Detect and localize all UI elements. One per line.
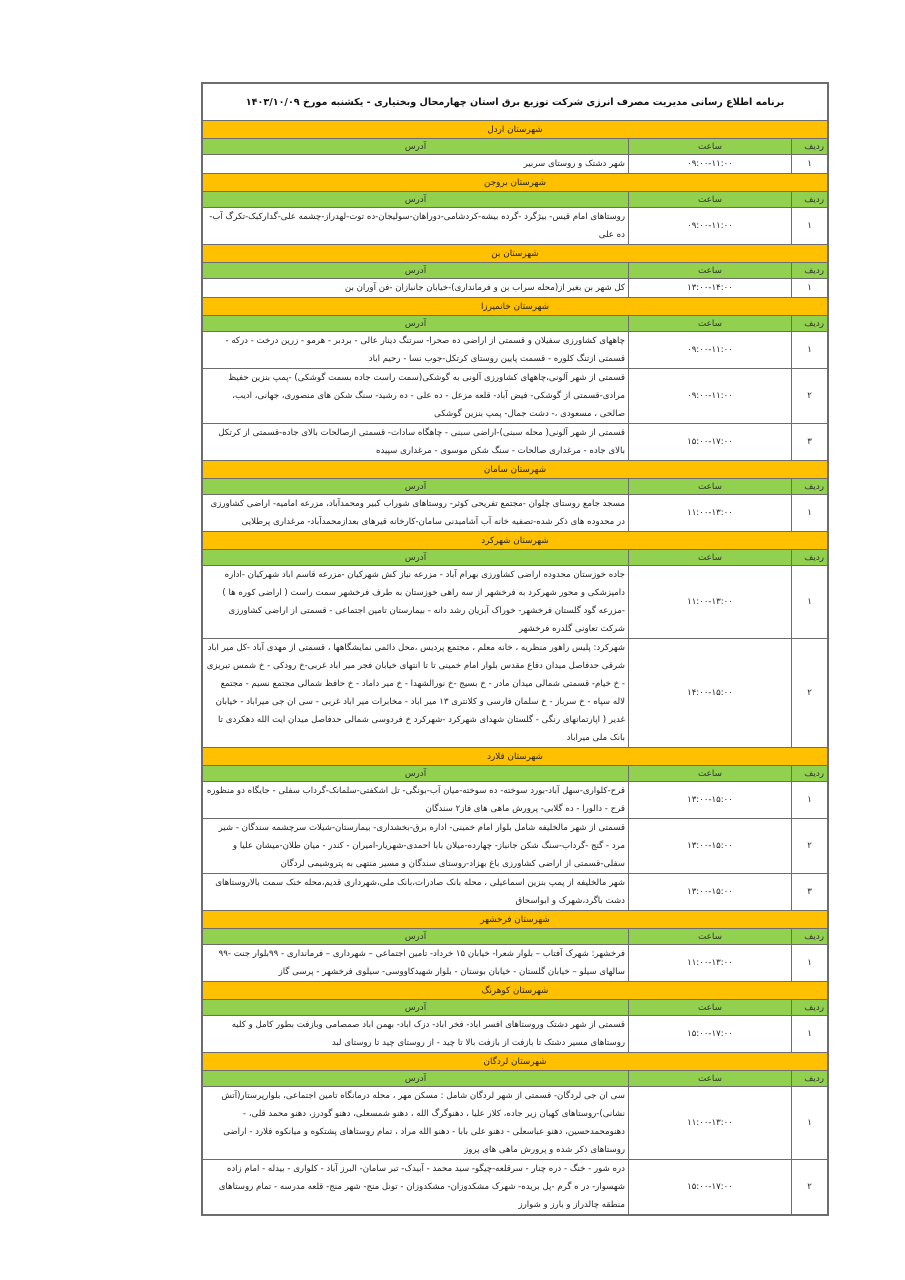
header-index: ردیف [792, 550, 828, 566]
header-time: ساعت [629, 479, 792, 495]
county-row [203, 245, 828, 263]
row-address: قرح-کلواری-سهل آباد-بورد سوخته- ده سوخته-میان آب-بونگی- تل اشکفتی-سلمانک-گرداب سفلی - جایگاه دو منظوره قرح - دالورا - ده گلابی- پرورش ماهی های فاز۲ سندگان [203, 782, 629, 819]
row-index: ۱ [792, 208, 828, 245]
column-header-row [203, 1000, 828, 1016]
row-address: فرخشهر: شهرک آفتاب – بلوار شعرا- خیابان ۱۵ خرداد- تامین اجتماعی – شهرداری – فرمانداری - ۹۹بلوار جنت -۹۹ سالهای سیلو – خیابان گلستان - خیابان بوستان - بلوار شهیدکاووسی- سیلوی فرخشهر - پرسی گاز [203, 945, 629, 982]
row-index: ۱ [792, 332, 828, 369]
header-time: ساعت [629, 1000, 792, 1016]
header-time: ساعت [629, 192, 792, 208]
table-row [203, 495, 828, 532]
row-index: ۳ [792, 874, 828, 911]
county-row [203, 982, 828, 1000]
header-index: ردیف [792, 766, 828, 782]
header-index: ردیف [792, 1000, 828, 1016]
row-time [629, 332, 792, 369]
row-time-value: ۰۹:۰۰-۱۱:۰۰ [687, 159, 733, 169]
row-time [629, 424, 792, 461]
row-address: مسجد جامع روستای چلوان -مجتمع تفریحی کوثر- روستاهای شوراب کبیر ومحمدآباد، مزرعه امامیه- اراضی کشاورزی در محدوده های ذکر شده-تصفیه خانه آب آشامیدنی سامان-کارخانه قیرهای بعدازمحمدآباد- مرغداری پرطلایی [203, 495, 629, 532]
row-time [629, 279, 792, 298]
row-time-value: ۱۱:۰۰-۱۳:۰۰ [687, 508, 733, 518]
header-index: ردیف [792, 1071, 828, 1087]
header-address: آدرس [203, 316, 629, 332]
row-time-value: ۱۵:۰۰-۱۷:۰۰ [687, 1029, 733, 1039]
row-time-value: ۱۳:۰۰-۱۵:۰۰ [687, 841, 733, 851]
county-name: شهرستان لردگان [203, 1053, 828, 1071]
row-index: ۱ [792, 782, 828, 819]
row-time-value: ۱۵:۰۰-۱۷:۰۰ [687, 437, 733, 447]
table-row [203, 566, 828, 639]
header-time: ساعت [629, 550, 792, 566]
county-name: شهرستان بن [203, 245, 828, 263]
row-index: ۲ [792, 369, 828, 424]
table-row [203, 208, 828, 245]
row-time-value: ۱۳:۰۰-۱۴:۰۰ [687, 283, 733, 293]
row-address: سی ان جی لردگان- قسمتی از شهر لردگان شامل : مسکن مهر ، محله درمانگاه تامین اجتماعی، بلوارپرستار(آتش نشانی)-روستاهای کهیان زیر جاده، کلار علیا ، دهنوگرگ الله ، دهنو شمسعلی، دهنو گودرز، دهنو محمد قلی، - دهنومحمدحسین، دهنو عباسعلی - دهنو علی بابا - دهنو الله مراد ، تمام روستاهای پشتکوه و میانکوه فلارد - اراضی روستاهای ذکر شده و پرورش ماهی های پروز [203, 1087, 629, 1160]
table-row [203, 1016, 828, 1053]
row-address: جاده خوزستان محدوده اراضی کشاورزی بهرام آباد - مزرعه نیاز کش شهرکیان -مزرعه قاسم اباد شهرکیان -اداره دامپزشکی و محور شهرکرد به فرخشهر از سه راهی خوزستان به طرف فرخشهر سمت راست ( اراضی کوره ها ) -مزرعه گود گلستان فرخشهر- خوراک آبزیان رشد دانه - بیمارستان تامین اجتماعی - قسمتی از اراضی کشاورزی شرکت تعاونی گلدره فرخشهر [203, 566, 629, 639]
table-row [203, 782, 828, 819]
county-name: شهرستان بروجن [203, 174, 828, 192]
row-time-value: ۱۳:۰۰-۱۵:۰۰ [687, 887, 733, 897]
row-address: چاههای کشاورزی سفیلان و قسمتی از اراضی ده صحرا- سرتنگ دینار عالی - بردبر - هرمو - زرین درخت - درکه - قسمتی ازتنگ کلوره - قسمت پایین روستای کرتکل-جوب نسا - رحیم اباد [203, 332, 629, 369]
county-name: شهرستان سامان [203, 461, 828, 479]
column-header-row [203, 766, 828, 782]
header-address: آدرس [203, 929, 629, 945]
row-address: قسمتی از شهر آلونی،چاههای کشاورزی آلونی به گوشکی(سمت راست جاده بسمت گوشکی) -پمپ بنزین حفیظ مرادی-قسمتی از گوشکی- فیض آباد- قلعه مزعل - ده علی - ده رشید- سنگ شکن های منصوری، جهانی، ادیب، صالحی ، مسعودی ،- دشت جمال- پمپ بنزین گوشکی [203, 369, 629, 424]
header-address: آدرس [203, 479, 629, 495]
row-time-value: ۰۹:۰۰-۱۱:۰۰ [687, 221, 733, 231]
row-time [629, 566, 792, 639]
table-row [203, 639, 828, 748]
title-row [203, 84, 828, 121]
county-row [203, 748, 828, 766]
row-time [629, 1087, 792, 1160]
row-time-value: ۱۵:۰۰-۱۷:۰۰ [687, 1182, 733, 1192]
row-time [629, 945, 792, 982]
row-time [629, 155, 792, 174]
row-time [629, 495, 792, 532]
header-index: ردیف [792, 139, 828, 155]
table-row [203, 332, 828, 369]
row-address: قسمتی از شهر مالخلیفه شامل بلوار امام خمینی- اداره برق-بخشداری- بیمارستان-شیلات سرچشمه سندگان - شیر مرد - گنج -گرداب-سنگ شکن جانباز- چهارده-میلان بابا احمدی-شهریار-امیران - کندر - میان طلان-میشان علیا و سفلی-قسمتی از اراضی کشاورزی باغ بهزاد-روستای سندگان و مسیر منتهی به پتروشیمی لردگان [203, 819, 629, 874]
row-address: قسمتی از شهر دشتک وروستاهای افسر اباد- فخر اباد- دزک اباد- بهمن اباد صمصامی وبازفت بطور کامل و کلیه روستاهای مسیر دشتک تا بازفت از بازفت بالا تا چید - از روستای چید تا روستای لبد [203, 1016, 629, 1053]
header-index: ردیف [792, 263, 828, 279]
table-row [203, 369, 828, 424]
row-time-value: ۱۱:۰۰-۱۳:۰۰ [687, 1118, 733, 1128]
row-index: ۱ [792, 155, 828, 174]
schedule-sheet [201, 82, 829, 1216]
row-time-value: ۱۴:۰۰-۱۵:۰۰ [687, 688, 733, 698]
row-index: ۱ [792, 566, 828, 639]
row-time [629, 1160, 792, 1215]
county-row [203, 532, 828, 550]
county-name: شهرستان اردل [203, 121, 828, 139]
county-row [203, 174, 828, 192]
header-address: آدرس [203, 1071, 629, 1087]
row-time-value: ۰۹:۰۰-۱۱:۰۰ [687, 345, 733, 355]
county-row [203, 461, 828, 479]
row-index: ۲ [792, 819, 828, 874]
row-address: کل شهر بن بغیر از(محله سراب بن و فرمانداری)-خیابان جانبازان -فن آوران بن [203, 279, 629, 298]
table-row [203, 874, 828, 911]
header-time: ساعت [629, 263, 792, 279]
row-index: ۱ [792, 495, 828, 532]
outage-schedule-table [202, 83, 828, 1215]
header-index: ردیف [792, 316, 828, 332]
row-time [629, 208, 792, 245]
county-row [203, 911, 828, 929]
row-time [629, 782, 792, 819]
header-address: آدرس [203, 139, 629, 155]
row-index: ۱ [792, 945, 828, 982]
row-index: ۱ [792, 1016, 828, 1053]
column-header-row [203, 192, 828, 208]
column-header-row [203, 263, 828, 279]
page-title: برنامه اطلاع رسانی مدیریت مصرف انرژی شرکت توزیع برق استان چهارمحال وبختیاری - یکشنبه مورخ ۱۴۰۳/۱۰/۰۹ [203, 84, 828, 121]
row-index: ۱ [792, 279, 828, 298]
header-address: آدرس [203, 550, 629, 566]
row-time [629, 1016, 792, 1053]
table-row [203, 1087, 828, 1160]
header-address: آدرس [203, 766, 629, 782]
table-row [203, 155, 828, 174]
header-index: ردیف [792, 192, 828, 208]
row-time [629, 819, 792, 874]
row-index: ۲ [792, 639, 828, 748]
row-time-value: ۰۹:۰۰-۱۱:۰۰ [687, 391, 733, 401]
row-address: شهرکرد: پلیس راهور منظریه ، خانه معلم ، مجتمع پردیس ،محل دائمی نمایشگاهها ، قسمتی از مهدی آباد -کل میر اباد شرقی حدفاصل میدان دفاع مقدس بلوار امام خمینی تا تا انتهای خیابان فجر میر اباد غربی-خ رودکی - خ شمس تبریزی - خ خیام- قسمتی شمالی میدان مادر - خ بسیج -خ نورالشهدا - خ میر داماد - خ حافظ شمالی مجتمع نسیم - مجتمع لاله سپاه - خ سرباز - خ سلمان فارسی و کلانتری ۱۳ میر اباد - مخابرات میر اباد غربی - سی ان جی میراباد - خیابان غدیر ( اپارتمانهای رنگی - گلستان شهدای شهرکرد -شهرکرد خ فردوسی شمالی حدفاصل میدان ایت الله دهکردی تا بانک ملی میراباد [203, 639, 629, 748]
row-index: ۲ [792, 1160, 828, 1215]
county-name: شهرستان فلارد [203, 748, 828, 766]
row-index: ۳ [792, 424, 828, 461]
county-row [203, 298, 828, 316]
row-time [629, 874, 792, 911]
county-row [203, 121, 828, 139]
row-address: دره شور - خنگ - دره چنار - سرقلعه-چیگو- سید محمد - آبیدک- تبر سامان- البرز آباد - کلواری - بیدله - امام زاده شهسوار- در ه گرم -پل بریده- شهرک مشکدوزان- مشکدوزان - تونل منج- شهر منج- قلعه مدرسه - تمام روستاهای منطقه چالدراز و بارز و شوارز [203, 1160, 629, 1215]
header-time: ساعت [629, 766, 792, 782]
row-time-value: ۱۱:۰۰-۱۳:۰۰ [687, 958, 733, 968]
header-address: آدرس [203, 263, 629, 279]
row-address: روستاهای امام قیس- بیژگرد -گرده بیشه-کردشامی-دوراهان-سولیجان-ده توت-لهدراز-چشمه علی-گدارکبک-تکرگ آب-ده علی [203, 208, 629, 245]
row-index: ۱ [792, 1087, 828, 1160]
header-index: ردیف [792, 479, 828, 495]
county-name: شهرستان فرخشهر [203, 911, 828, 929]
header-time: ساعت [629, 929, 792, 945]
row-address: قسمتی از شهر آلونی( محله سبنی)-اراضی سبنی - چاهگاه سادات- قسمتی ازصالحات بالای جاده-قسمتی از کرتکل بالای جاده - مرغداری صالحات - سنگ شکن موسوی - مرغداری سپیده [203, 424, 629, 461]
row-time [629, 639, 792, 748]
table-row [203, 279, 828, 298]
county-name: شهرستان خانمیرزا [203, 298, 828, 316]
table-row [203, 424, 828, 461]
table-row [203, 1160, 828, 1215]
header-address: آدرس [203, 192, 629, 208]
row-time-value: ۱۱:۰۰-۱۳:۰۰ [687, 597, 733, 607]
table-row [203, 945, 828, 982]
header-index: ردیف [792, 929, 828, 945]
header-time: ساعت [629, 316, 792, 332]
county-name: شهرستان کوهرنگ [203, 982, 828, 1000]
row-time [629, 369, 792, 424]
county-name: شهرستان شهرکرد [203, 532, 828, 550]
column-header-row [203, 929, 828, 945]
table-row [203, 819, 828, 874]
column-header-row [203, 479, 828, 495]
row-time-value: ۱۳:۰۰-۱۵:۰۰ [687, 795, 733, 805]
header-time: ساعت [629, 139, 792, 155]
row-address: شهر مالخلیفه از پمپ بنزین اسماعیلی ، محله بانک صادرات،بانک ملی،شهرداری قدیم،محله خنک سمت بالاروستاهای دشت باگرد،شهرک و ابواسحاق [203, 874, 629, 911]
column-header-row [203, 1071, 828, 1087]
column-header-row [203, 550, 828, 566]
column-header-row [203, 139, 828, 155]
county-row [203, 1053, 828, 1071]
column-header-row [203, 316, 828, 332]
header-address: آدرس [203, 1000, 629, 1016]
row-address: شهر دشتک و روستای سربیر [203, 155, 629, 174]
header-time: ساعت [629, 1071, 792, 1087]
